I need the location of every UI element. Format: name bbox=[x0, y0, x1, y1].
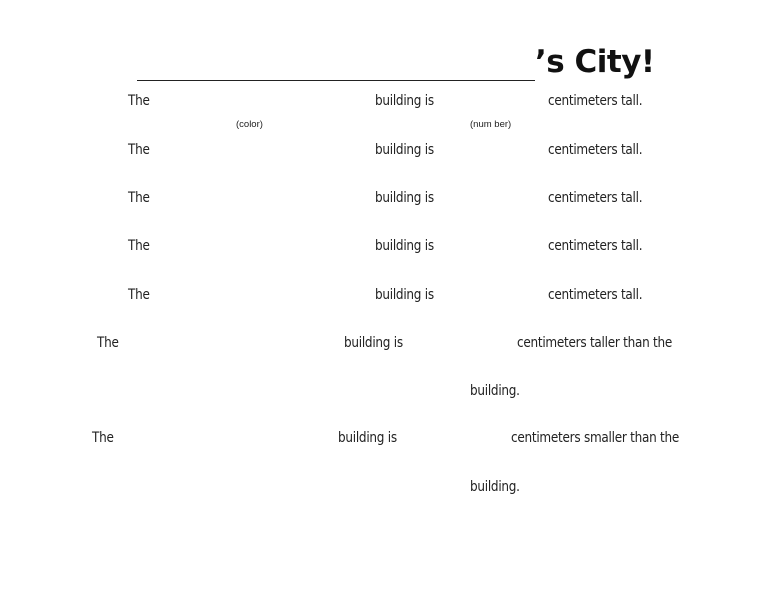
row-4-the: The bbox=[128, 238, 150, 254]
name-blank-line bbox=[137, 80, 535, 81]
row-4-centimeters-tall: centimeters tall. bbox=[548, 238, 643, 254]
page-title: ’s City! bbox=[535, 44, 655, 80]
row-1-centimeters-tall: centimeters tall. bbox=[548, 93, 643, 109]
compare-taller-text: centimeters taller than the bbox=[517, 335, 673, 351]
row-2-building-is: building is bbox=[375, 142, 434, 158]
compare-taller-the: The bbox=[97, 335, 119, 351]
row-2-the: The bbox=[128, 142, 150, 158]
compare-taller-building: building. bbox=[470, 383, 520, 399]
row-5-the: The bbox=[128, 287, 150, 303]
row-1-building-is: building is bbox=[375, 93, 434, 109]
row-2-centimeters-tall: centimeters tall. bbox=[548, 142, 643, 158]
row-5-centimeters-tall: centimeters tall. bbox=[548, 287, 643, 303]
row-1-the: The bbox=[128, 93, 150, 109]
row-5-building-is: building is bbox=[375, 287, 434, 303]
compare-smaller-text: centimeters smaller than the bbox=[511, 430, 680, 446]
hint-color: (color) bbox=[236, 119, 263, 130]
row-3-centimeters-tall: centimeters tall. bbox=[548, 190, 643, 206]
row-3-building-is: building is bbox=[375, 190, 434, 206]
row-4-building-is: building is bbox=[375, 238, 434, 254]
compare-taller-building-is: building is bbox=[344, 335, 403, 351]
compare-smaller-the: The bbox=[92, 430, 114, 446]
compare-smaller-building: building. bbox=[470, 479, 520, 495]
row-3-the: The bbox=[128, 190, 150, 206]
hint-number: (num ber) bbox=[470, 119, 512, 130]
compare-smaller-building-is: building is bbox=[338, 430, 397, 446]
